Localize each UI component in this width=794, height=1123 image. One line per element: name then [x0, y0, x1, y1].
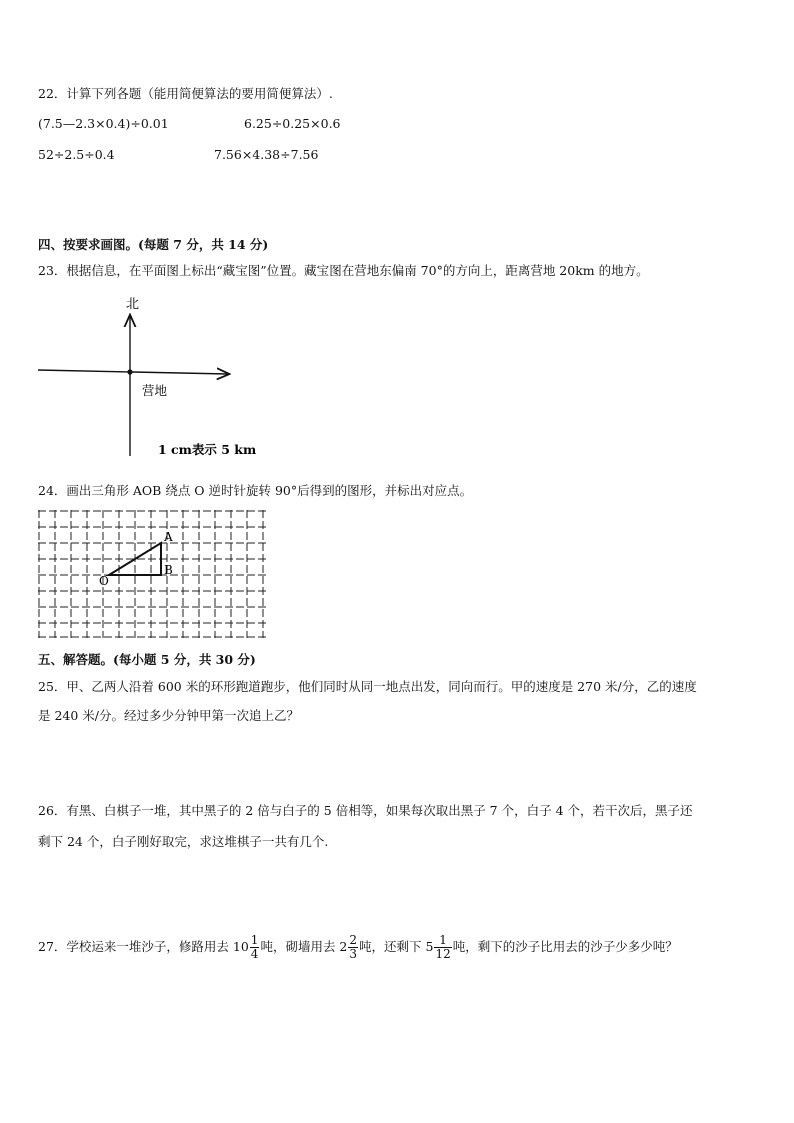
q22-item-1: (7.5—2.3×0.4)÷0.01: [38, 116, 169, 131]
q27-part2: 吨，砌墙用去 2: [260, 939, 348, 954]
label-a: A: [164, 530, 173, 544]
q22-item-4: 7.56×4.38÷7.56: [214, 147, 319, 162]
q25-line1: 25．甲、乙两人沿着 600 米的环形跑道跑步，他们同时从同一地点出发，同向而行。甲的速度是 270 米/分，乙的速度: [38, 679, 697, 694]
q22-title: 22．计算下列各题（能用简便算法的要用简便算法）.: [38, 86, 333, 101]
q26-line2: 剩下 24 个，白子刚好取完，求这堆棋子一共有几个.: [38, 834, 329, 849]
q26-line1: 26．有黑、白棋子一堆，其中黑子的 2 倍与白子的 5 倍相等，如果每次取出黑子 7 个，白子 4 个，若干次后，黑子还: [38, 803, 693, 818]
fraction-2: $\frac{2}{3}$: [349, 933, 358, 961]
section4-heading: 四、按要求画图。(每题 7 分，共 14 分): [38, 237, 269, 252]
q27-part1: 27．学校运来一堆沙子，修路用去 10: [38, 939, 249, 954]
grid-diagram: [36, 508, 270, 640]
fraction-3: $\frac{1}{12}$: [435, 933, 451, 961]
east-axis: [38, 370, 228, 374]
q27-part3: 吨，还剩下 5: [359, 939, 434, 954]
label-b: B: [164, 563, 173, 577]
q22-item-3: 52÷2.5÷0.4: [38, 147, 115, 162]
q25-line2: 是 240 米/分。经过多少分钟甲第一次追上乙？: [38, 708, 300, 723]
camp-point: [127, 369, 132, 374]
fraction-1: $\frac{1}{4}$: [250, 933, 259, 961]
q24-text: 24．画出三角形 AOB 绕点 O 逆时针旋转 90°后得到的图形，并标出对应点。: [38, 483, 473, 498]
section5-heading: 五、解答题。(每小题 5 分，共 30 分): [38, 652, 256, 667]
scale-label: 1 cm表示 5 km: [158, 442, 257, 457]
q23-text: 23．根据信息，在平面图上标出“藏宝图”位置。藏宝图在营地东偏南 70°的方向上，距离营地 20km 的地方。: [38, 263, 649, 278]
q27-part4: 吨，剩下的沙子比用去的沙子少多少吨？: [452, 939, 678, 954]
camp-label: 营地: [142, 383, 168, 398]
compass-diagram: [36, 294, 257, 458]
q22-item-2: 6.25÷0.25×0.6: [244, 116, 341, 131]
label-o: O: [99, 574, 109, 588]
north-label: 北: [126, 297, 140, 312]
q27-text: [38, 932, 678, 962]
